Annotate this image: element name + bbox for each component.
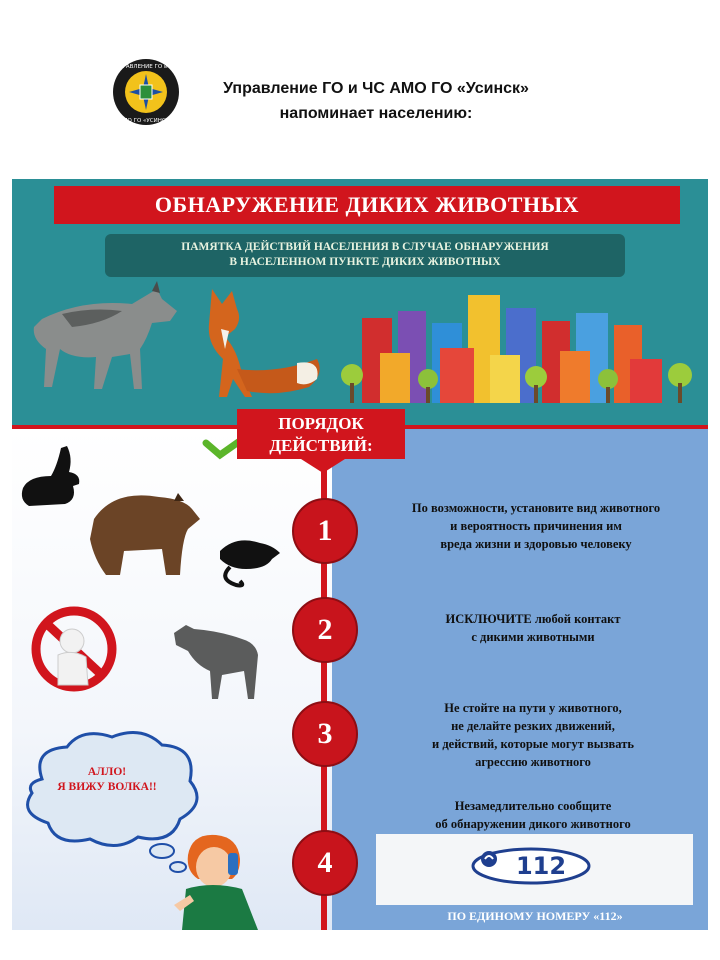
order-line-1: ПОРЯДОК	[278, 414, 364, 433]
rat-silhouette	[210, 529, 285, 591]
bear-illustration	[74, 479, 204, 579]
step-1-line-2: и вероятность причинения им	[450, 519, 622, 533]
step-3-number: 3	[292, 701, 358, 767]
step-1-text	[368, 499, 704, 553]
step-2-emphasis: ИСКЛЮЧИТЕ	[445, 612, 532, 626]
footer-text: ПО ЕДИНОМУ НОМЕРУ «112»	[447, 909, 623, 923]
emergency-112-badge	[471, 847, 591, 885]
step-3-line-1: Не стойте на пути у животного,	[444, 701, 622, 715]
step-1-line-3: вреда жизни и здоровью человеку	[440, 537, 632, 551]
step-2-text	[368, 610, 698, 646]
no-contact-sign	[28, 601, 122, 699]
page-header	[0, 0, 720, 175]
heading-pointer	[301, 459, 345, 473]
badge-number: 112	[515, 852, 567, 880]
step-2-line-2: с дикими животными	[471, 630, 595, 644]
step-1-line-1: По возможности, установите вид животного	[411, 501, 661, 515]
cloud-line-2: Я ВИЖУ ВОЛКА!!	[57, 781, 157, 793]
step-1-number: 1	[292, 498, 358, 564]
header-title	[196, 76, 556, 126]
step-4-text	[368, 797, 698, 833]
poster-subtitle	[105, 234, 625, 277]
wolf-illustration-2	[170, 615, 266, 705]
poster-title: ОБНАРУЖЕНИЕ ДИКИХ ЖИВОТНЫХ	[54, 186, 680, 224]
woman-calling-illustration	[162, 829, 272, 930]
city-illustration	[340, 293, 700, 413]
step-3-text	[368, 699, 698, 771]
logo-text-top: УПРАВЛЕНИЕ ГО и ЧС	[115, 64, 177, 70]
cloud-text	[22, 765, 192, 795]
logo-text-bottom: АМО ГО «УСИНСК»	[119, 118, 173, 124]
subtitle-line-2: В НАСЕЛЕННОМ ПУНКТЕ ДИКИХ ЖИВОТНЫХ	[229, 256, 501, 268]
step-3-line-2: не делайте резких движений,	[451, 719, 615, 733]
wolf-illustration	[22, 279, 182, 404]
poster	[12, 179, 708, 930]
step-2-number: 2	[292, 597, 358, 663]
fox-illustration	[197, 279, 332, 404]
step-4-number: 4	[292, 830, 358, 896]
step-2-line-1-rest: любой контакт	[531, 612, 621, 626]
header-line-2: напоминает населению:	[279, 105, 473, 122]
header-line-1: Управление ГО и ЧС АМО ГО «Усинск»	[223, 80, 529, 97]
step-4-line-2: об обнаружении дикого животного	[435, 817, 631, 831]
step-2-line-1	[368, 610, 698, 628]
order-line-2: ДЕЙСТВИЙ:	[269, 436, 373, 455]
step-3-line-4: агрессию животного	[475, 755, 591, 769]
cloud-line-1: АЛЛО!	[87, 766, 127, 778]
emergency-logo	[112, 58, 180, 126]
subtitle-line-1: ПАМЯТКА ДЕЙСТВИЙ НАСЕЛЕНИЯ В СЛУЧАЕ ОБНАРУЖЕНИЯ	[181, 241, 549, 253]
step-4-line-1: Незамедлительно сообщите	[454, 799, 612, 813]
step-3-line-3: и действий, которые могут вызвать	[432, 737, 634, 751]
order-of-actions-heading	[237, 409, 405, 459]
